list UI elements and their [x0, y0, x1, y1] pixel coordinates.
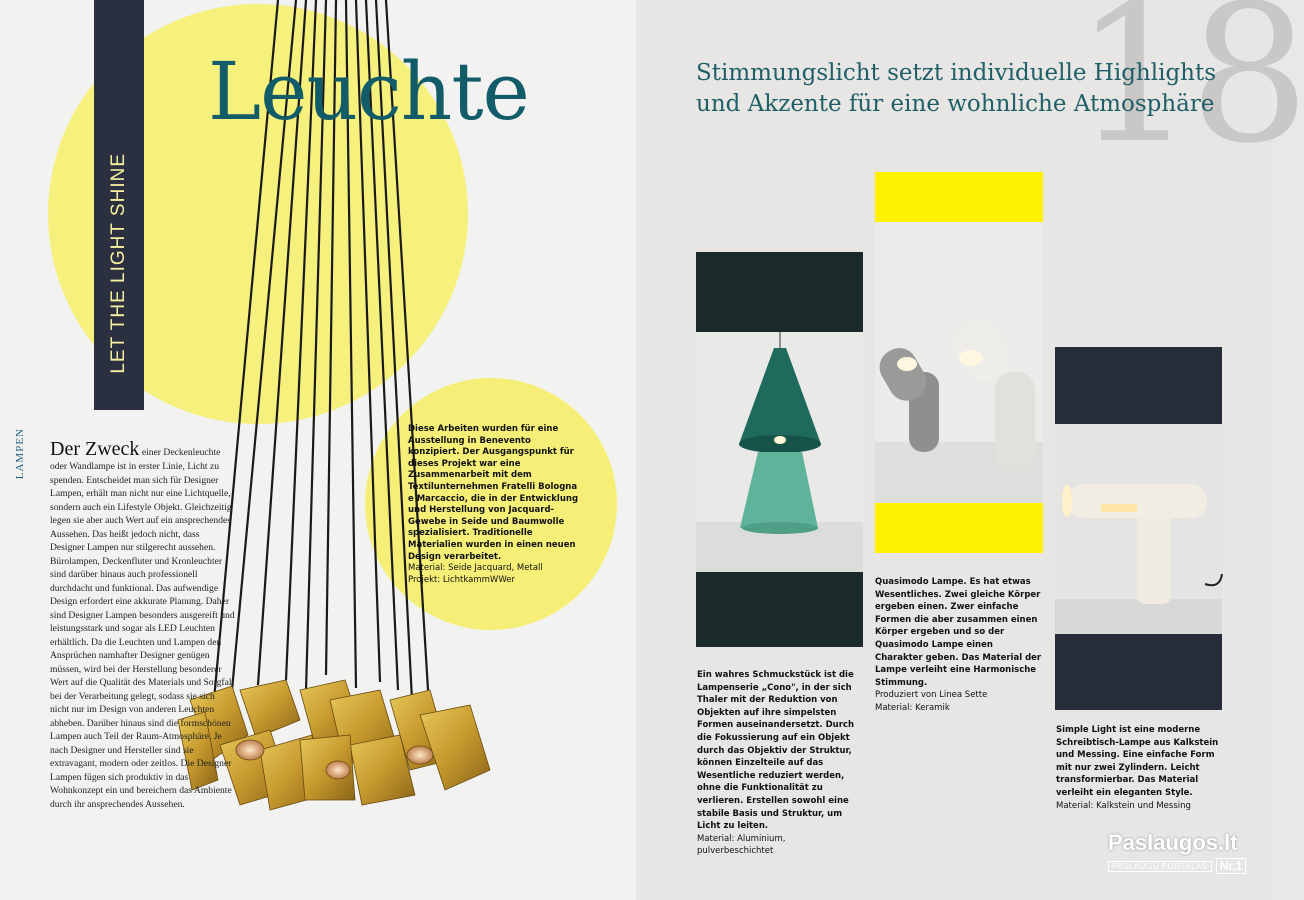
simple-light-caption-text: Simple Light ist eine moderne Schreibtisch-Lampe aus Kalkstein und Messing. Eine einfache Form mit nur zwei Zylindern. Leicht transformierbar. Das Material verleiht ein eleganten Style.	[1056, 725, 1219, 798]
feature-box-text: Diese Arbeiten wurden für eine Ausstellung in Benevento konzipiert. Der Ausgangspunkt für dieses Projekt war eine Zusammenarbeit mit dem Textilunternehmen Fratelli Bologna e Marcaccio, die in der Entwicklung und Herstellung von Jacquard-Gewebe in Seide und Baumwolle spezialisiert. Traditionelle Materialien wurden in einen neuen Design verarbeitet.	[408, 424, 579, 562]
article-text: einer Deckenleuchte oder Wandlampe ist in erster Linie, Licht zu spenden. Entscheidet man sich für Designer Lampen, erhält man nicht nur eine Lichtquelle, sondern auch ein Lifestyle Objekt. Gleichzeitig legen sie aber auch Wert auf ein ansprechendes Aussehen. Das heißt jedoch nicht, dass Designer Lampen nur stilgerecht aussehen. Bürolampen, Deckenfluter und Kronleuchter sind darüber hinaus auch professionell durchdacht und funktional. Das aufwendige Design erfordert eine akkurate Planung. Daher sind Designer Lampen besonders ausgereift und leistungsstark und sogar als LED Leuchten erhältlich. Da die Leuchten und Lampen den Ansprüchen namhafter Designer genügen müssen, wird bei der Herstellung besonderer Wert auf die Qualität des Materials und Sorgfalt bei der Verarbeitung gelegt, sodass sie sich nicht nur im Design von anderen Leuchten abheben. Darüber hinaus sind die formschönen Lampen auch Teil der Raum-Atmosphäre. Je nach Designer und Hersteller sind sie extravagant, modern oder zeitlos. Die Designer Lampen fügen sich produktiv in das Wohnkonzept ein und bereichern das Ambiente durch ihr ansprechendes Aussehen.	[50, 447, 235, 810]
article-body	[50, 438, 235, 811]
simple-light-bottom-block	[1055, 634, 1222, 710]
simple-light-material: Material: Kalkstein und Messing	[1056, 800, 1191, 811]
quasimodo-material: Material: Keramik	[875, 702, 950, 713]
quasimodo-caption-text: Quasimodo Lampe. Es hat etwas Wesentliches. Zwei gleiche Körper ergeben einen. Zwer einfache Formen die aber zusammen einen Körper ergeben und so der Quasimodo Lampe einen Charakter geben. Das Material der Lampe verleiht eine Harmonische Stimmung.	[875, 577, 1042, 688]
cono-caption	[697, 669, 862, 858]
cono-bottom-block	[696, 572, 863, 647]
watermark-badge: Nr.1	[1216, 858, 1247, 874]
quasimodo-lamp-photo	[875, 222, 1043, 503]
quasimodo-producer: Produziert von Linea Sette	[875, 690, 988, 701]
vertical-banner	[94, 0, 144, 410]
quasimodo-top-block	[875, 172, 1043, 222]
feature-box	[408, 424, 580, 586]
article-lead: Der Zweck	[50, 438, 140, 460]
page-subtitle: Stimmungslicht setzt individuelle Highlights und Akzente für eine wohnliche Atmosphäre	[696, 60, 1217, 117]
cono-caption-text: Ein wahres Schmuckstück ist die Lampenserie „Cono", in der sich Thaler mit der Reduktion von Objekten auf ihre simpelsten Formen auseinandersetzt. Durch die Fokussierung auf ein Objekt durch das Objektiv der Struktur, können Einzelteile auf das Wesentliche reduziert werden, ohne die Funktionalität zu verlieren. Erstellen sowohl eine stabile Basis und Struktur, um Licht zu leiten.	[697, 670, 855, 832]
watermark-logo	[1108, 830, 1248, 874]
quasimodo-bottom-block	[875, 503, 1043, 553]
cono-material: Material: Aluminium, pulverbeschichtet	[697, 833, 786, 857]
watermark-tagline: PASLAUGŲ PORTALAS	[1108, 861, 1212, 872]
page-number: 18	[1074, 0, 1304, 185]
simple-light-top-block	[1055, 347, 1222, 424]
feature-box-material: Material: Seide Jacquard, Metall	[408, 563, 543, 574]
left-page	[0, 0, 636, 900]
quasimodo-caption	[875, 576, 1043, 715]
feature-box-project: Projekt: LichtkammWWer	[408, 574, 515, 585]
watermark-brand: Paslaugos.lt	[1108, 830, 1238, 855]
section-tag: LAMPEN	[14, 428, 26, 480]
cono-lamp-photo	[696, 332, 863, 572]
page-title: Leuchte	[208, 45, 529, 138]
simple-light-lamp-photo	[1055, 424, 1222, 634]
cono-top-block	[696, 252, 863, 332]
vertical-banner-text: LET THE LIGHT SHINE	[108, 153, 129, 374]
simple-light-caption	[1056, 724, 1222, 812]
